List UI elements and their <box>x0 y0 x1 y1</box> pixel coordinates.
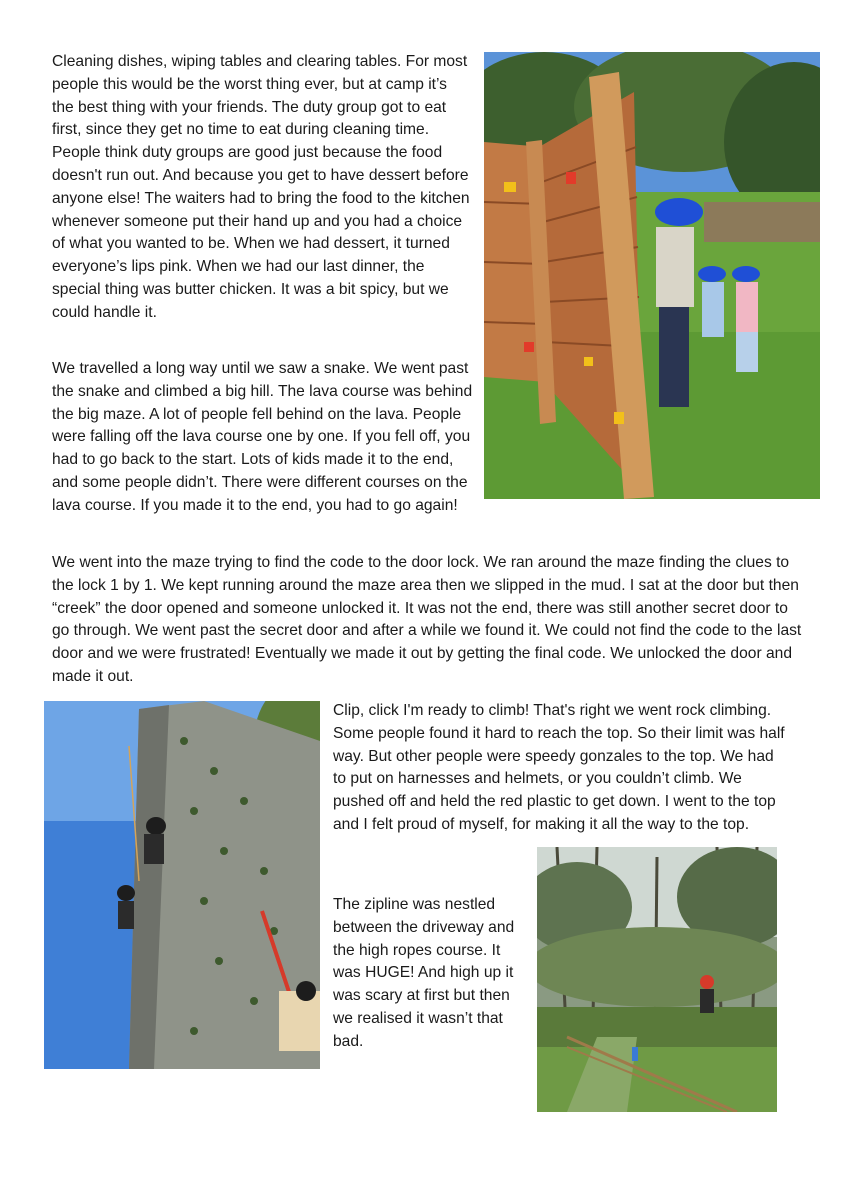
paragraph-zipline: The zipline was nestled between the driveway and the high ropes course. It was HUGE! And high up it was scary at first but then we realised it wasn’t that bad. <box>333 896 515 1050</box>
paragraph-lava-course: We travelled a long way until we saw a snake. We went past the snake and climbed a big hill. The lava course was behind the big maze. A lot of people fell behind on the lava. People were falling off the lava course one by one. If you fell off, you had to go back to the start. Lots of kids made it to the end, and some people didn’t. There were different courses on the lava course. If you made it to the end, you had to go again! <box>52 360 473 514</box>
photo-zipline <box>537 847 777 1112</box>
photo-rock-climbing <box>44 701 320 1069</box>
paragraph-rock-climbing: Clip, click I'm ready to climb! That's right we went rock climbing. Some people found it hard to reach the top. So their limit was half way. But other people were speedy gonzales to the top. We had to put on harnesses and helmets, or you couldn’t climb. We pushed off and held the red plastic to get down. I went to the top and I felt proud of myself, for making it all the way to the top. <box>333 702 785 833</box>
paragraph-maze: We went into the maze trying to find the code to the door lock. We ran around the maze finding the clues to the lock 1 by 1. We kept running around the maze area then we slipped in the mud. I sat at the door but then “creek” the door opened and someone unlocked it. It was not the end, there was still another secret door to go through. We went past the secret door and after a while we found it. We could not find the code to the last door and we were frustrated! Eventually we made it out by getting the final code. We unlocked the door and made it out. <box>52 554 802 685</box>
paragraph-duty-group: Cleaning dishes, wiping tables and clearing tables. For most people this would be the worst thing ever, but at camp it’s the best thing with your friends. The duty group got to eat first, since they get no time to eat during cleaning time. People think duty groups are good just because the food doesn't run out. And because you get to have dessert before anyone else! The waiters had to bring the food to the kitchen whenever someone put their hand up and you had a choice of what you wanted to be. When we had dessert, it turned everyone’s lips pink. When we had our last dinner, the special thing was butter chicken. It was a bit spicy, but we could handle it. <box>52 53 470 321</box>
photo-maze-door <box>484 52 820 499</box>
